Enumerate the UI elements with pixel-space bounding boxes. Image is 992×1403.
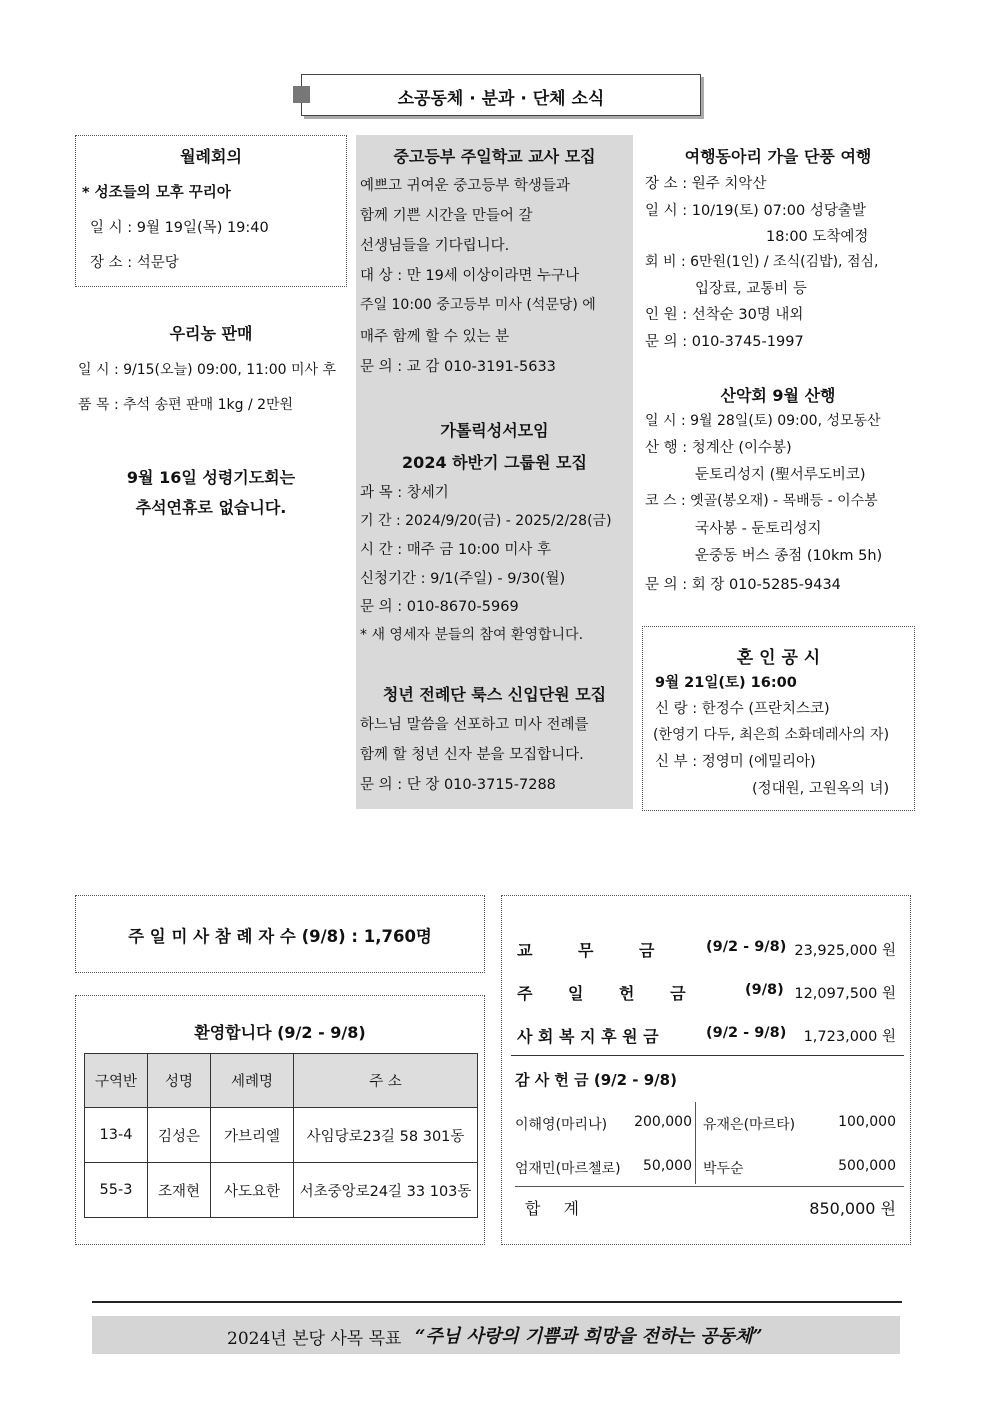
column-header: 세례명: [211, 1054, 294, 1108]
bible-group-line: 시 간 : 매주 금 10:00 미사 후: [360, 542, 551, 558]
donor-name: 박두순: [703, 1161, 744, 1177]
divider: [695, 1102, 696, 1184]
hiking-club-line: 국사봉 - 둔토리성지: [695, 521, 822, 537]
prayer-notice: 추석연휴로 없습니다.: [135, 498, 287, 517]
lux-recruit-line: 하느님 말씀을 선포하고 미사 전례를: [360, 717, 589, 733]
thanks-title: 감 사 헌 금 (9/2 - 9/8): [515, 1071, 677, 1089]
wedding-line: 신 랑 : 한정수 (프란치스코): [655, 701, 830, 717]
hiking-club-line: 코 스 : 옛골(봉오재) - 목배등 - 이수봉: [645, 493, 878, 509]
finance-label: 교 무 금: [517, 941, 655, 960]
wedding-line: (한영기 다두, 최은희 소화데레사의 자): [653, 727, 890, 743]
bible-group-line: 기 간 : 2024/9/20(금) - 2025/2/28(금): [360, 513, 612, 529]
donor-amount: 500,000: [838, 1158, 896, 1174]
hiking-club-line: 운중동 버스 종점 (10km 5h): [695, 548, 883, 564]
table-cell: 서초중앙로24길 33 103동: [294, 1163, 478, 1218]
teacher-recruit-title: 중고등부 주일학교 교사 모집: [393, 147, 596, 166]
bible-group-line: 과 목 : 창세기: [360, 485, 449, 501]
wedding-line: (정대원, 고원옥의 녀): [752, 781, 890, 797]
hiking-club-line: 일 시 : 9월 28일(토) 09:00, 성모동산: [645, 413, 881, 429]
table-header-row: [85, 1054, 478, 1108]
hiking-club-line: 문 의 : 회 장 010-5285-9434: [645, 577, 841, 593]
hiking-club-line: 둔토리성지 (聖서루도비코): [695, 467, 866, 483]
finance-label: 주 일 헌 금: [517, 984, 686, 1003]
table-row: [85, 1108, 478, 1163]
wedding-notice-title: 혼 인 공 시: [736, 648, 821, 668]
donor-amount: 50,000: [643, 1158, 692, 1174]
table-cell: 13-4: [85, 1108, 148, 1163]
monthly-meeting-sub: * 성조들의 모후 꾸리아: [82, 185, 231, 201]
travel-club-line: 문 의 : 010-3745-1997: [645, 334, 804, 350]
teacher-recruit-line: 예쁘고 귀여운 중고등부 학생들과: [360, 178, 570, 194]
travel-club-title: 여행동아리 가을 단풍 여행: [684, 147, 872, 166]
finance-period: (9/2 - 9/8): [706, 1025, 787, 1041]
total-label: 합 계: [525, 1199, 579, 1218]
donor-name: 이해영(마리나): [515, 1117, 608, 1133]
wedding-line: 신 부 : 정영미 (에밀리아): [655, 754, 816, 770]
lux-recruit-line: 함께 할 청년 신자 분을 모집합니다.: [360, 747, 584, 763]
donor-name: 유재은(마르타): [703, 1117, 796, 1133]
footer-motto: “주님 사랑의 기쁨과 희망을 전하는 공동체”: [415, 1326, 763, 1347]
table-cell: 가브리엘: [211, 1108, 294, 1163]
table-cell: 조재현: [148, 1163, 211, 1218]
teacher-recruit-line: 대 상 : 만 19세 이상이라면 누구나: [360, 268, 580, 284]
farm-sale-title: 우리농 판매: [169, 324, 253, 343]
footer-prefix: 2024년 본당 사목 목표: [227, 1329, 402, 1349]
donor-amount: 200,000: [634, 1114, 692, 1130]
travel-club-line: 입장료, 교통비 등: [695, 281, 807, 297]
bible-group-line: * 새 영세자 분들의 참여 환영합니다.: [360, 627, 584, 643]
hiking-club-title: 산악회 9월 산행: [720, 386, 836, 405]
finance-period: (9/8): [745, 982, 784, 998]
travel-club-line: 18:00 도착예정: [766, 229, 869, 245]
total-amount: 850,000 원: [809, 1199, 896, 1218]
finance-amount: 23,925,000 원: [794, 943, 896, 959]
lux-recruit-line: 문 의 : 단 장 010-3715-7288: [360, 777, 556, 793]
teacher-recruit-line: 주일 10:00 중고등부 미사 (석문당) 에: [360, 297, 596, 313]
teacher-recruit-line: 매주 함께 할 수 있는 분: [360, 329, 510, 345]
welcome-table: [84, 1053, 478, 1218]
travel-club-line: 일 시 : 10/19(토) 07:00 성당출발: [645, 203, 866, 219]
travel-club-line: 장 소 : 원주 치악산: [645, 176, 767, 192]
teacher-recruit-line: 문 의 : 교 감 010-3191-5633: [360, 359, 556, 375]
section-title: 소공동체 · 분과 · 단체 소식: [397, 89, 605, 109]
monthly-meeting-line: 장 소 : 석문당: [90, 255, 179, 271]
monthly-meeting-title: 월례회의: [180, 147, 242, 166]
attendance-text: 주 일 미 사 참 례 자 수 (9/8) : 1,760명: [128, 927, 432, 946]
wedding-date: 9월 21일(토) 16:00: [655, 675, 797, 691]
table-cell: 김성은: [148, 1108, 211, 1163]
bible-group-line: 신청기간 : 9/1(주일) - 9/30(월): [360, 571, 566, 587]
table-cell: 사도요한: [211, 1163, 294, 1218]
donor-name: 엄재민(마르첼로): [515, 1161, 621, 1177]
table-row: [85, 1163, 478, 1218]
column-header: 주 소: [294, 1054, 478, 1108]
bible-group-line: 문 의 : 010-8670-5969: [360, 599, 519, 615]
column-header: 구역반: [85, 1054, 148, 1108]
bible-group-subtitle: 2024 하반기 그룹원 모집: [402, 453, 587, 472]
travel-club-line: 회 비 : 6만원(1인) / 조식(김밥), 점심,: [645, 254, 879, 270]
divider: [511, 1055, 904, 1056]
monthly-meeting-line: 일 시 : 9월 19일(목) 19:40: [90, 220, 269, 236]
divider: [515, 1186, 904, 1187]
bible-group-title: 가톨릭성서모임: [440, 421, 549, 440]
teacher-recruit-line: 선생님들을 기다립니다.: [360, 238, 510, 254]
welcome-title: 환영합니다 (9/2 - 9/8): [194, 1023, 366, 1042]
donor-amount: 100,000: [838, 1114, 896, 1130]
column-header: 성명: [148, 1054, 211, 1108]
farm-sale-line: 일 시 : 9/15(오늘) 09:00, 11:00 미사 후: [78, 362, 337, 378]
prayer-notice: 9월 16일 성령기도회는: [126, 468, 296, 487]
finance-amount: 12,097,500 원: [794, 986, 896, 1002]
finance-label: 사 회 복 지 후 원 금: [517, 1027, 659, 1046]
finance-amount: 1,723,000 원: [803, 1029, 896, 1045]
footer-rule: [92, 1301, 902, 1303]
finance-period: (9/2 - 9/8): [706, 939, 787, 955]
lux-recruit-title: 청년 전례단 룩스 신입단원 모집: [382, 685, 607, 704]
farm-sale-line: 품 목 : 추석 송편 판매 1kg / 2만원: [78, 397, 294, 413]
section-header: [301, 74, 701, 116]
table-cell: 사임당로23길 58 301동: [294, 1108, 478, 1163]
hiking-club-line: 산 행 : 청계산 (이수봉): [645, 440, 792, 456]
travel-club-line: 인 원 : 선착순 30명 내외: [645, 307, 804, 323]
teacher-recruit-line: 함께 기쁜 시간을 만들어 갈: [360, 208, 533, 224]
table-cell: 55-3: [85, 1163, 148, 1218]
